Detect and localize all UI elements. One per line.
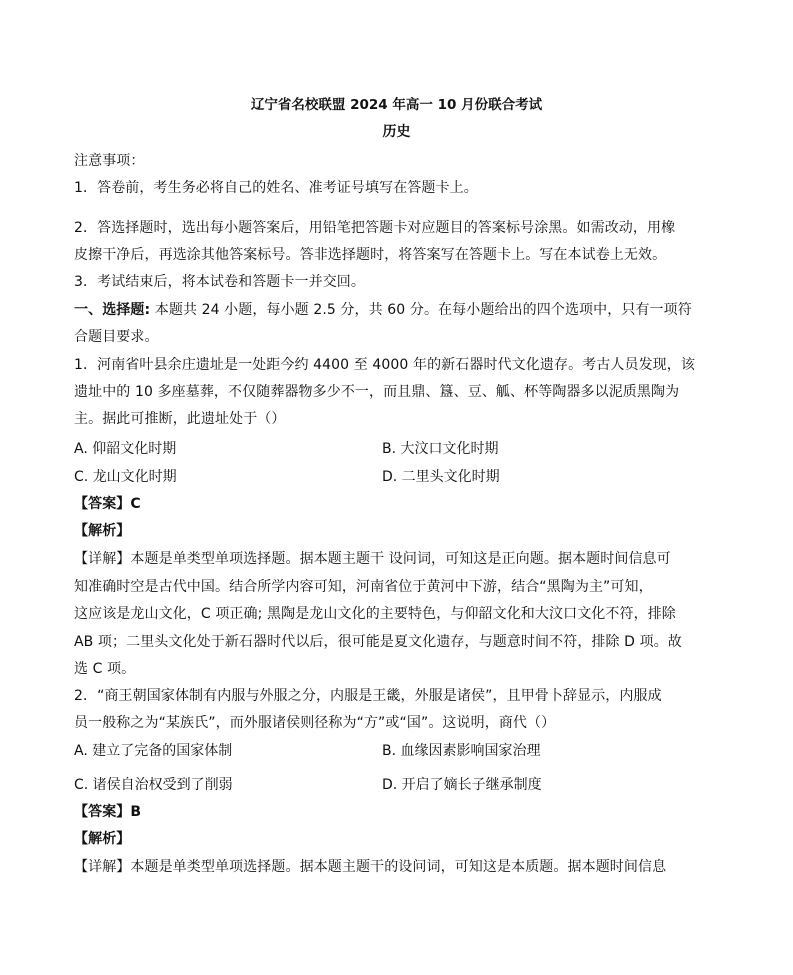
- q1-detail-line-1: 【详解】本题是单类型单项选择题。据本题主题干 设问词，可知这是正向题。据本题时间信息可: [74, 551, 671, 567]
- q1-option-a: A. 仰韶文化时期: [74, 441, 177, 457]
- q1-option-c: C. 龙山文化时期: [74, 469, 177, 485]
- q2-detail-line-1: 【详解】本题是单类型单项选择题。据本题主题干的设问词，可知这是本质题。据本题时间信息: [74, 859, 667, 875]
- notice-item-2-line-1: 2．答选择题时，选出每小题答案后，用铅笔把答题卡对应题目的答案标号涂黑。如需改动，用橡: [74, 220, 676, 236]
- q1-stem-line-2: 遗址中的 10 多座墓葬，不仅随葬器物多少不一，而且鼎、簋、豆、觚、杯等陶器多以泥质黑陶为: [74, 384, 680, 400]
- subject-title: 历史: [382, 124, 411, 140]
- q1-stem-line-1: 1．河南省叶县余庄遗址是一处距今约 4400 至 4000 年的新石器时代文化遗存。考古人员发现，该: [74, 357, 695, 373]
- q1-detail-line-2: 知准确时空是古代中国。结合所学内容可知，河南省位于黄河中下游，结合“黑陶为主”可知，: [74, 579, 653, 595]
- q1-stem-line-3: 主。据此可推断，此遗址处于（）: [74, 411, 286, 427]
- q1-detail-line-5: 选 C 项。: [74, 661, 136, 677]
- q1-answer: 【答案】C: [74, 496, 141, 512]
- section-intro-line-2: 合题目要求。: [74, 329, 159, 345]
- q2-option-d: D. 开启了嫡长子继承制度: [382, 777, 542, 793]
- q2-stem-line-2: 员一般称之为“某族氏”，而外服诸侯则径称为“方”或“国”。这说明，商代（）: [74, 715, 556, 731]
- notice-heading: 注意事项：: [74, 153, 145, 169]
- q2-analysis-label: 【解析】: [74, 831, 131, 847]
- q1-option-d: D. 二里头文化时期: [382, 469, 500, 485]
- q2-stem-line-1: 2．“商王朝国家体制有内服与外服之分，内服是王畿，外服是诸侯”，且甲骨卜辞显示，内服成: [74, 688, 662, 704]
- exam-title: 辽宁省名校联盟 2024 年高一 10 月份联合考试: [250, 97, 543, 113]
- notice-item-3: 3．考试结束后，将本试卷和答题卡一并交回。: [74, 274, 366, 290]
- section-label: 一、选择题:: [74, 302, 151, 318]
- q2-option-b: B. 血缘因素影响国家治理: [382, 743, 541, 759]
- notice-item-2-line-2: 皮擦干净后，再选涂其他答案标号。答非选择题时，将答案写在答题卡上。写在本试卷上无效。: [74, 247, 667, 263]
- q1-option-b: B. 大汶口文化时期: [382, 441, 499, 457]
- q1-detail-line-3: 这应该是龙山文化，C 项正确; 黑陶是龙山文化的主要特色，与仰韶文化和大汶口文化不符，排除: [74, 606, 676, 622]
- notice-item-1: 1．答卷前，考生务必将自己的姓名、准考证号填写在答题卡上。: [74, 180, 478, 196]
- section-intro-line-1: [74, 300, 692, 320]
- q2-option-c: C. 诸侯自治权受到了削弱: [74, 777, 233, 793]
- q2-answer: 【答案】B: [74, 804, 142, 820]
- q2-option-a: A. 建立了完备的国家体制: [74, 743, 233, 759]
- section-text: 本题共 24 小题，每小题 2.5 分，共 60 分。在每小题给出的四个选项中，只有一项符: [150, 302, 692, 318]
- q1-detail-line-4: AB 项；二里头文化处于新石器时代以后，很可能是夏文化遗存，与题意时间不符，排除 D 项。故: [74, 634, 682, 650]
- q1-analysis-label: 【解析】: [74, 523, 131, 539]
